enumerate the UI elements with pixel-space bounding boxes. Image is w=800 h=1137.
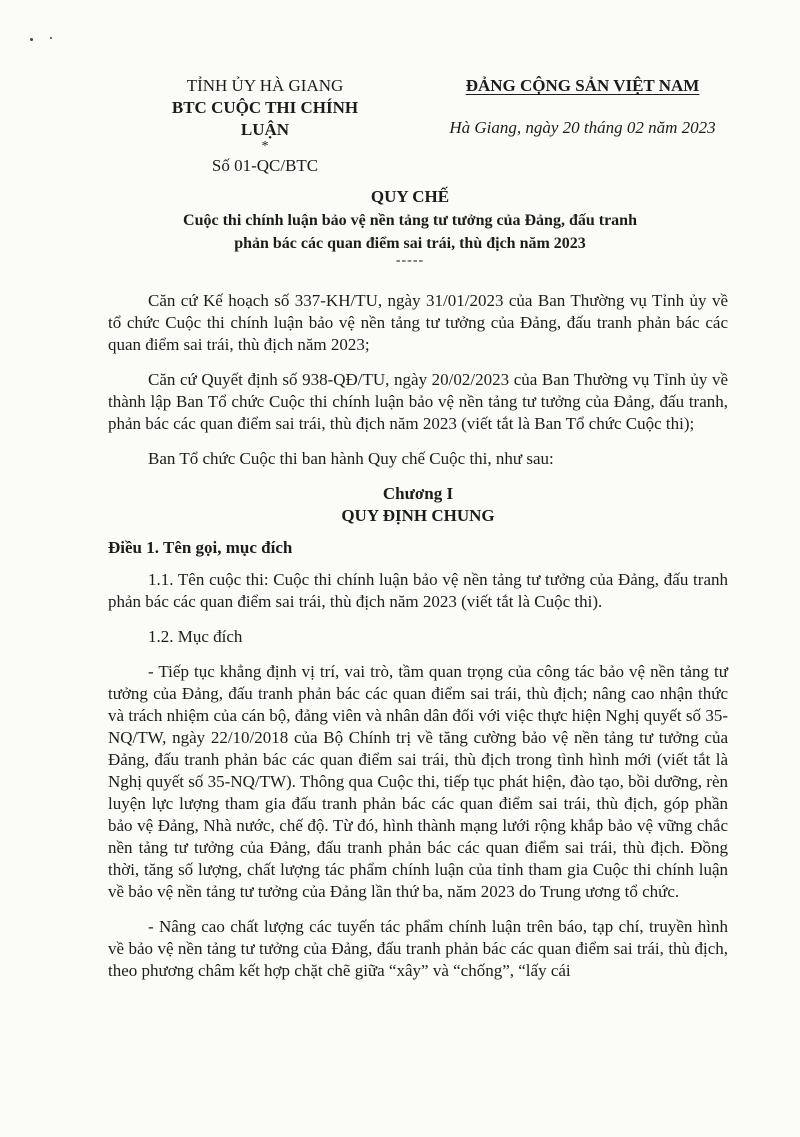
date-line: Hà Giang, ngày 20 tháng 02 năm 2023 xyxy=(449,118,716,137)
national-heading xyxy=(420,75,745,139)
paragraph-issuance: Ban Tổ chức Cuộc thi ban hành Quy chế Cuộc thi, như sau: xyxy=(148,449,554,468)
item-1-2: 1.2. Mục đích xyxy=(148,627,243,646)
org-line-1: TỈNH ỦY HÀ GIANG xyxy=(186,76,344,95)
document-body xyxy=(108,290,728,995)
article-1-heading: Điều 1. Tên gọi, mục đích xyxy=(108,538,293,557)
document-number: Số 01-QC/BTC xyxy=(211,156,319,175)
document-title: QUY CHẾ xyxy=(370,187,450,206)
document-title-block xyxy=(110,185,710,267)
document-header xyxy=(0,75,800,175)
chapter-name: QUY ĐỊNH CHUNG xyxy=(341,506,495,525)
star-mark: * xyxy=(261,139,269,154)
purpose-paragraph-1: - Tiếp tục khẳng định vị trí, vai trò, tầm quan trọng của công tác bảo vệ nền tảng tư tưởng của Đảng, đấu tranh phản bác các quan điểm sai trái, thù địch; nâng cao nhận thức và trách nhiệm của cán bộ, đảng viên và nhân dân đối với việc thực hiện Nghị quyết số 35-NQ/TW, ngày 22/10/2018 của Bộ Chính trị về tăng cường bảo vệ nền tảng tư tưởng của Đảng, đấu tranh phản bác các quan điểm sai trái, thù địch trong tình hình mới (viết tắt là Nghị quyết số 35-NQ/TW). Thông qua Cuộc thi, tiếp tục phát hiện, đào tạo, bồi dưỡng, rèn luyện lực lượng tham gia đấu tranh phản bác các quan điểm sai trái, thù địch, góp phần bảo vệ Đảng, Nhà nước, chế độ. Từ đó, hình thành mạng lưới rộng khắp bảo vệ vững chắc nền tảng tư tưởng của Đảng, đấu tranh phản bác các quan điểm sai trái, thù địch. Đồng thời, tăng số lượng, chất lượng tác phẩm chính luận của tỉnh tham gia Cuộc thi chính luận về bảo vệ nền tảng tư tưởng của Đảng lần thứ ba, năm 2023 do Trung ương tổ chức. xyxy=(108,662,728,901)
paragraph-basis-decision: Căn cứ Quyết định số 938-QĐ/TU, ngày 20/02/2023 của Ban Thường vụ Tỉnh ủy về thành lập Ban Tổ chức Cuộc thi chính luận bảo vệ nền tảng tư tưởng của Đảng, đấu tranh, phản bác các quan điểm sai trái, thù địch năm 2023 (viết tắt là Ban Tổ chức Cuộc thi); xyxy=(108,370,728,433)
scan-speck xyxy=(30,38,33,41)
purpose-paragraph-2: - Nâng cao chất lượng các tuyến tác phẩm chính luận trên báo, tạp chí, truyền hình về bảo vệ nền tảng tư tưởng của Đảng, đấu tranh phản bác các quan điểm sai trái, thù địch, theo phương châm kết hợp chặt chẽ giữa “xây” và “chống”, “lấy cái xyxy=(108,917,728,980)
chapter-heading xyxy=(108,483,728,527)
issuing-authority xyxy=(150,75,380,179)
document-subtitle-line-1: Cuộc thi chính luận bảo vệ nền tảng tư tưởng của Đảng, đấu tranh xyxy=(183,212,637,229)
item-1-1: 1.1. Tên cuộc thi: Cuộc thi chính luận bảo vệ nền tảng tư tưởng của Đảng, đấu tranh phản bác các quan điểm sai trái, thù địch năm 2023 (viết tắt là Cuộc thi). xyxy=(108,570,728,611)
chapter-number: Chương I xyxy=(382,484,454,503)
scan-speck xyxy=(50,37,52,39)
title-separator: ----- xyxy=(395,253,425,268)
paragraph-basis-plan: Căn cứ Kế hoạch số 337-KH/TU, ngày 31/01/2023 của Ban Thường vụ Tỉnh ủy về tổ chức Cuộc thi chính luận bảo vệ nền tảng tư tưởng của Đảng, đấu tranh phản bác các quan điểm sai trái, thù địch năm 2023; xyxy=(108,291,728,354)
document-subtitle-line-2: phản bác các quan điểm sai trái, thù địch năm 2023 xyxy=(234,235,586,252)
party-name: ĐẢNG CỘNG SẢN VIỆT NAM xyxy=(465,76,700,95)
org-line-2: BTC CUỘC THI CHÍNH LUẬN xyxy=(171,98,359,139)
